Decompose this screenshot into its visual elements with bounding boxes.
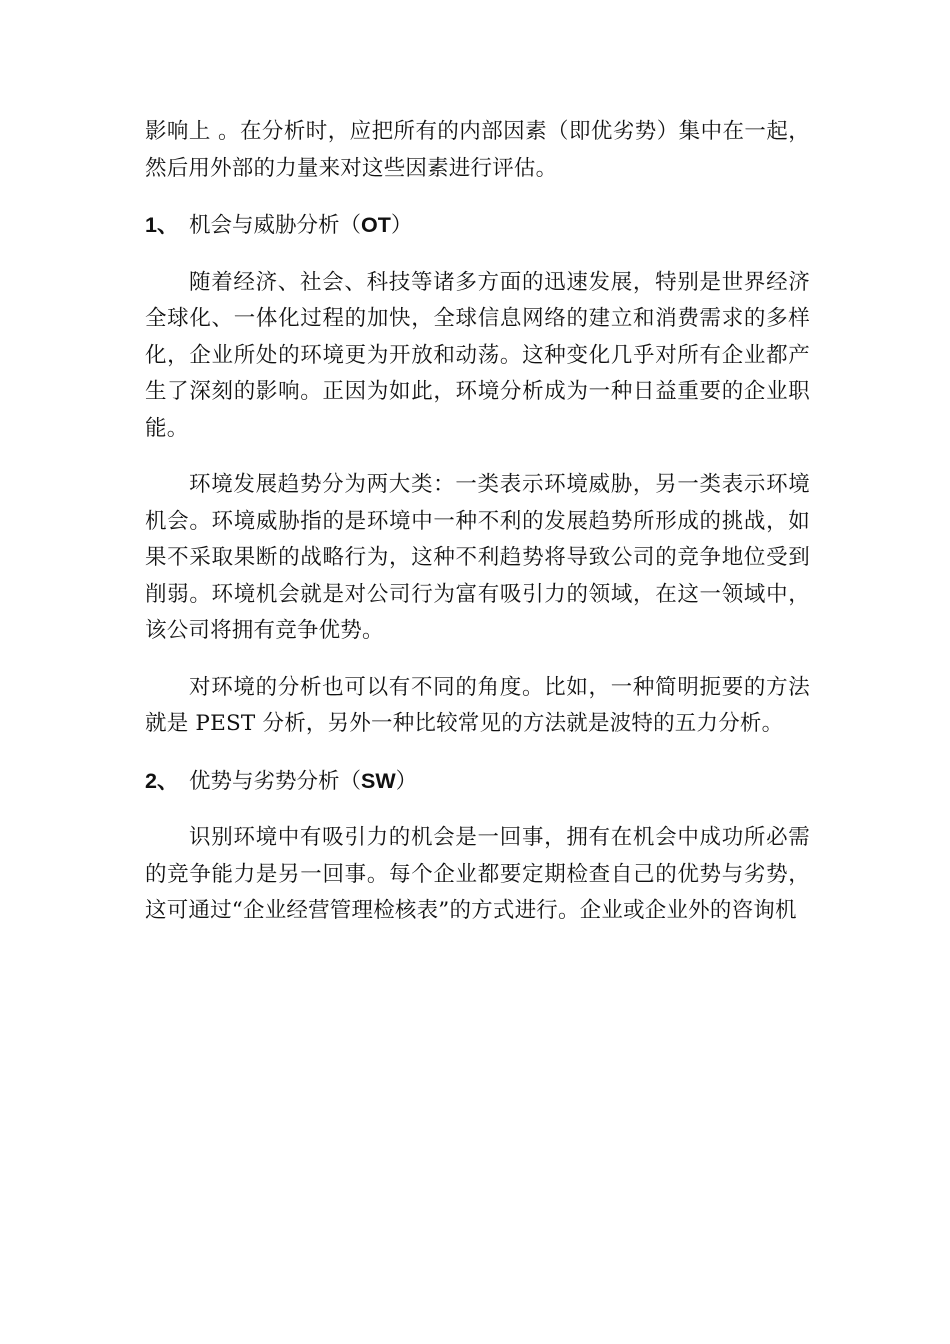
paragraph-analysis-methods: 对环境的分析也可以有不同的角度。比如，一种简明扼要的方法就是 PEST 分析，另外一种比较常见的方法就是波特的五力分析。 [145,674,810,736]
paragraph-trends: 环境发展趋势分为两大类：一类表示环境威胁，另一类表示环境机会。环境威胁指的是环境中一种不利的发展趋势所形成的挑战，如果不采取果断的战略行为，这种不利趋势将导致公司的竞争地位受到削弱。环境机会就是对公司行为富有吸引力的领域，在这一领域中，该公司将拥有竞争优势。 [145,472,810,643]
paragraph-environment-change: 随着经济、社会、科技等诸多方面的迅速发展，特别是世界经济全球化、一体化过程的加快，全球信息网络的建立和消费需求的多样化，企业所处的环境更为开放和动荡。这种变化几乎对所有企业都产生了深刻的影响。正因为如此，环境分析成为一种日益重要的企业职能。 [145,269,810,441]
section-title-code: OT [361,213,391,237]
section-heading-ot [145,207,810,245]
document-body [145,114,810,950]
paragraph-intro: 影响上 。在分析时，应把所有的内部因素（即优劣势）集中在一起，然后用外部的力量来对这些因素进行评估。 [145,119,810,181]
section-heading-sw [145,763,810,801]
section-title-close: ） [395,768,418,794]
section-title-code: SW [361,768,396,793]
section-title [189,763,417,801]
paragraph-strengths-weaknesses: 识别环境中有吸引力的机会是一回事，拥有在机会中成功所必需的竞争能力是另一回事。每个企业都要定期检查自己的优势与劣势，这可通过“企业经营管理检核表”的方式进行。企业或企业外的咨询机 [145,825,810,923]
section-title [189,207,412,245]
section-title-text: 机会与威胁分析（ [189,213,362,238]
section-title-close: ） [390,213,413,238]
section-title-text: 优势与劣势分析（ [189,768,362,794]
section-number: 2、 [145,768,179,793]
section-number: 1、 [145,213,179,237]
